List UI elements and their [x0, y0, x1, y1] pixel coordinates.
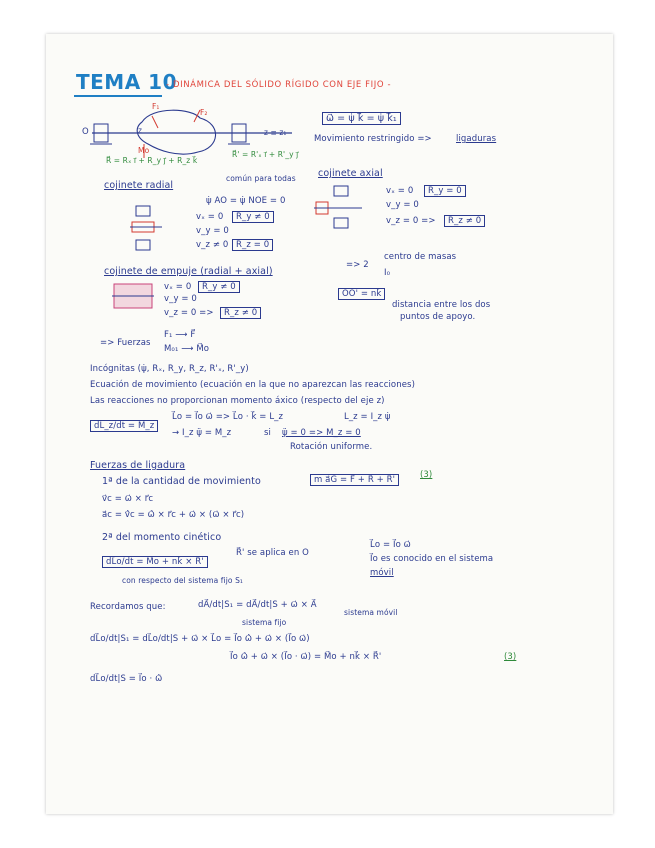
dlo-eq: dL⃗o/dt = M⃗o + nk⃗ × R⃗' [102, 556, 208, 568]
fijo-system: sistema fijo [242, 618, 287, 627]
lo-definition: L⃗o = I⃗o ω⃗ [370, 540, 411, 550]
reactions-line: Las reacciones no proporcionan momento áxico (respecto del eje z) [90, 396, 385, 406]
diagram-label-mo: Mo [138, 146, 150, 155]
thrust-io: I₀ [384, 268, 391, 278]
diagram-label-z-eq: z ≡ z₁ [264, 128, 287, 137]
first-law-box: m a⃗G = F⃗ + R⃗ + R⃗' [310, 474, 399, 486]
thrust-vx: vₓ = 0 [164, 282, 192, 292]
radial-vx: vₓ = 0 [196, 212, 224, 222]
iz-eq: → I_z ψ̈ = M_z [172, 428, 232, 438]
thrust-vz: v_z = 0 => [164, 308, 214, 318]
axial-bearing-icon [314, 184, 364, 234]
first-law-tag: (3) [420, 470, 433, 480]
applied-at-o: R⃗' se aplica en O [236, 548, 309, 558]
diagram-label-o: O [82, 127, 89, 137]
diagram-reaction-left: R⃗ = Rₓ i⃗ + R_y j⃗ + R_z k⃗ [106, 156, 198, 165]
motion-eq-line: Ecuación de movimiento (ecuación en la que no aparezcan las reacciones) [90, 380, 415, 390]
dlo-final: I⃗o ω̇⃗ + ω⃗ × (I⃗o · ω⃗) = M⃗o + nk⃗ × R⃗' [230, 652, 382, 662]
page-subtitle: - DINÁMICA DEL SÓLIDO RÍGIDO CON EJE FIJO - [166, 80, 392, 90]
si-label: si [264, 428, 271, 438]
vc-eq: v⃗c = ω⃗ × r⃗c [102, 494, 154, 504]
uniform-condition: ψ̈ = 0 => M_z = 0 [282, 428, 361, 438]
io-known: I⃗o es conocido en el sistema [370, 554, 494, 564]
ligaduras-label: ligaduras [456, 134, 497, 144]
final-tag: (3) [504, 652, 517, 662]
axial-vx-box: R_y = 0 [424, 185, 466, 197]
lo-eq: L⃗o = I⃗o ω⃗ => L⃗o · k⃗ = L_z [172, 412, 284, 422]
thrust-distancia-1: distancia entre los dos [392, 300, 491, 310]
recordamos-label: Recordamos que: [90, 602, 166, 612]
thrust-distancia-2: puntos de apoyo. [400, 312, 476, 322]
second-law: 2ª del momento cinético [102, 532, 222, 543]
unknowns-line: Incógnitas (ψ̇, Rₓ, R_y, R_z, R'ₓ, R'_y) [90, 364, 249, 374]
thrust-arrow-2: => 2 [346, 260, 369, 270]
radial-bearing-heading: cojinete radial [104, 180, 174, 191]
omega-box: ω⃗ = ψ̇ k⃗ = ψ̇ k⃗₁ [322, 112, 401, 125]
notebook-page [46, 34, 613, 814]
dlo-s-eq: dL⃗o/dt|S = I⃗o · ω̇⃗ [90, 674, 163, 684]
diagram-reaction-right: R⃗' = R'ₓ i⃗ + R'_y j⃗ [232, 150, 299, 159]
diagram-label-f2: F₂ [200, 108, 208, 117]
restricted-motion: Movimiento restringido => [314, 134, 432, 144]
ac-eq: a⃗c = v̇⃗c = ω̇⃗ × r⃗c + ω⃗ × (ω⃗ × r⃗c) [102, 510, 245, 520]
with-respect-note: con respecto del sistema fijo S₁ [122, 576, 244, 585]
axial-vz: v_z = 0 => [386, 216, 436, 226]
radial-vz-box: R_z = 0 [232, 239, 273, 251]
movil-label: móvil [370, 568, 394, 578]
axial-bearing-heading: cojinete axial [318, 168, 383, 179]
diagram-label-f1: F₁ [152, 102, 160, 111]
radial-bearing-icon [130, 204, 164, 254]
thrust-vx-box: R_y ≠ 0 [198, 281, 240, 293]
first-law: 1ª de la cantidad de movimiento [102, 476, 261, 487]
thrust-centro: centro de masas [384, 252, 457, 262]
thrust-bearing-icon [112, 282, 156, 312]
movil-system: sistema móvil [344, 608, 398, 617]
ligadura-heading: Fuerzas de ligadura [90, 460, 186, 471]
dlz-box: dL_z/dt = M_z [90, 420, 158, 432]
diagram-label-z: z [138, 126, 143, 135]
page-title: TEMA 10 [76, 70, 177, 94]
radial-common-note: común para todas [226, 174, 296, 183]
axial-vx: vₓ = 0 [386, 186, 414, 196]
forces-m1: M₀₁ ⟶ M⃗o [164, 344, 210, 354]
axial-vy: v_y = 0 [386, 200, 419, 210]
thrust-vz-box: R_z ≠ 0 [220, 307, 261, 319]
lz-eq: L_z = I_z ψ̇ [344, 412, 391, 422]
dlo-expand: dL⃗o/dt|S₁ = dL⃗o/dt|S + ω⃗ × L⃗o = I⃗o ω̇⃗ + ω⃗ × (I⃗o ω⃗) [90, 634, 310, 644]
thrust-bearing-heading: cojinete de empuje (radial + axial) [104, 266, 273, 277]
radial-vz: v_z ≠ 0 [196, 240, 229, 250]
forces-label: => Fuerzas [100, 338, 151, 348]
radial-vx-box: R_y ≠ 0 [232, 211, 274, 223]
thrust-oo-box: OO' = nk⃗ [338, 288, 385, 300]
recall-eq: dA⃗/dt|S₁ = dA⃗/dt|S + ω⃗ × A⃗ [198, 600, 317, 610]
axial-vz-box: R_z ≠ 0 [444, 215, 485, 227]
forces-f1: F₁ ⟶ F⃗ [164, 330, 196, 340]
radial-vy: v_y = 0 [196, 226, 229, 236]
radial-eq: ψ̇ AO = ψ̇ NOE = 0 [206, 196, 286, 206]
thrust-vy: v_y = 0 [164, 294, 197, 304]
uniform-rotation: Rotación uniforme. [290, 442, 373, 452]
